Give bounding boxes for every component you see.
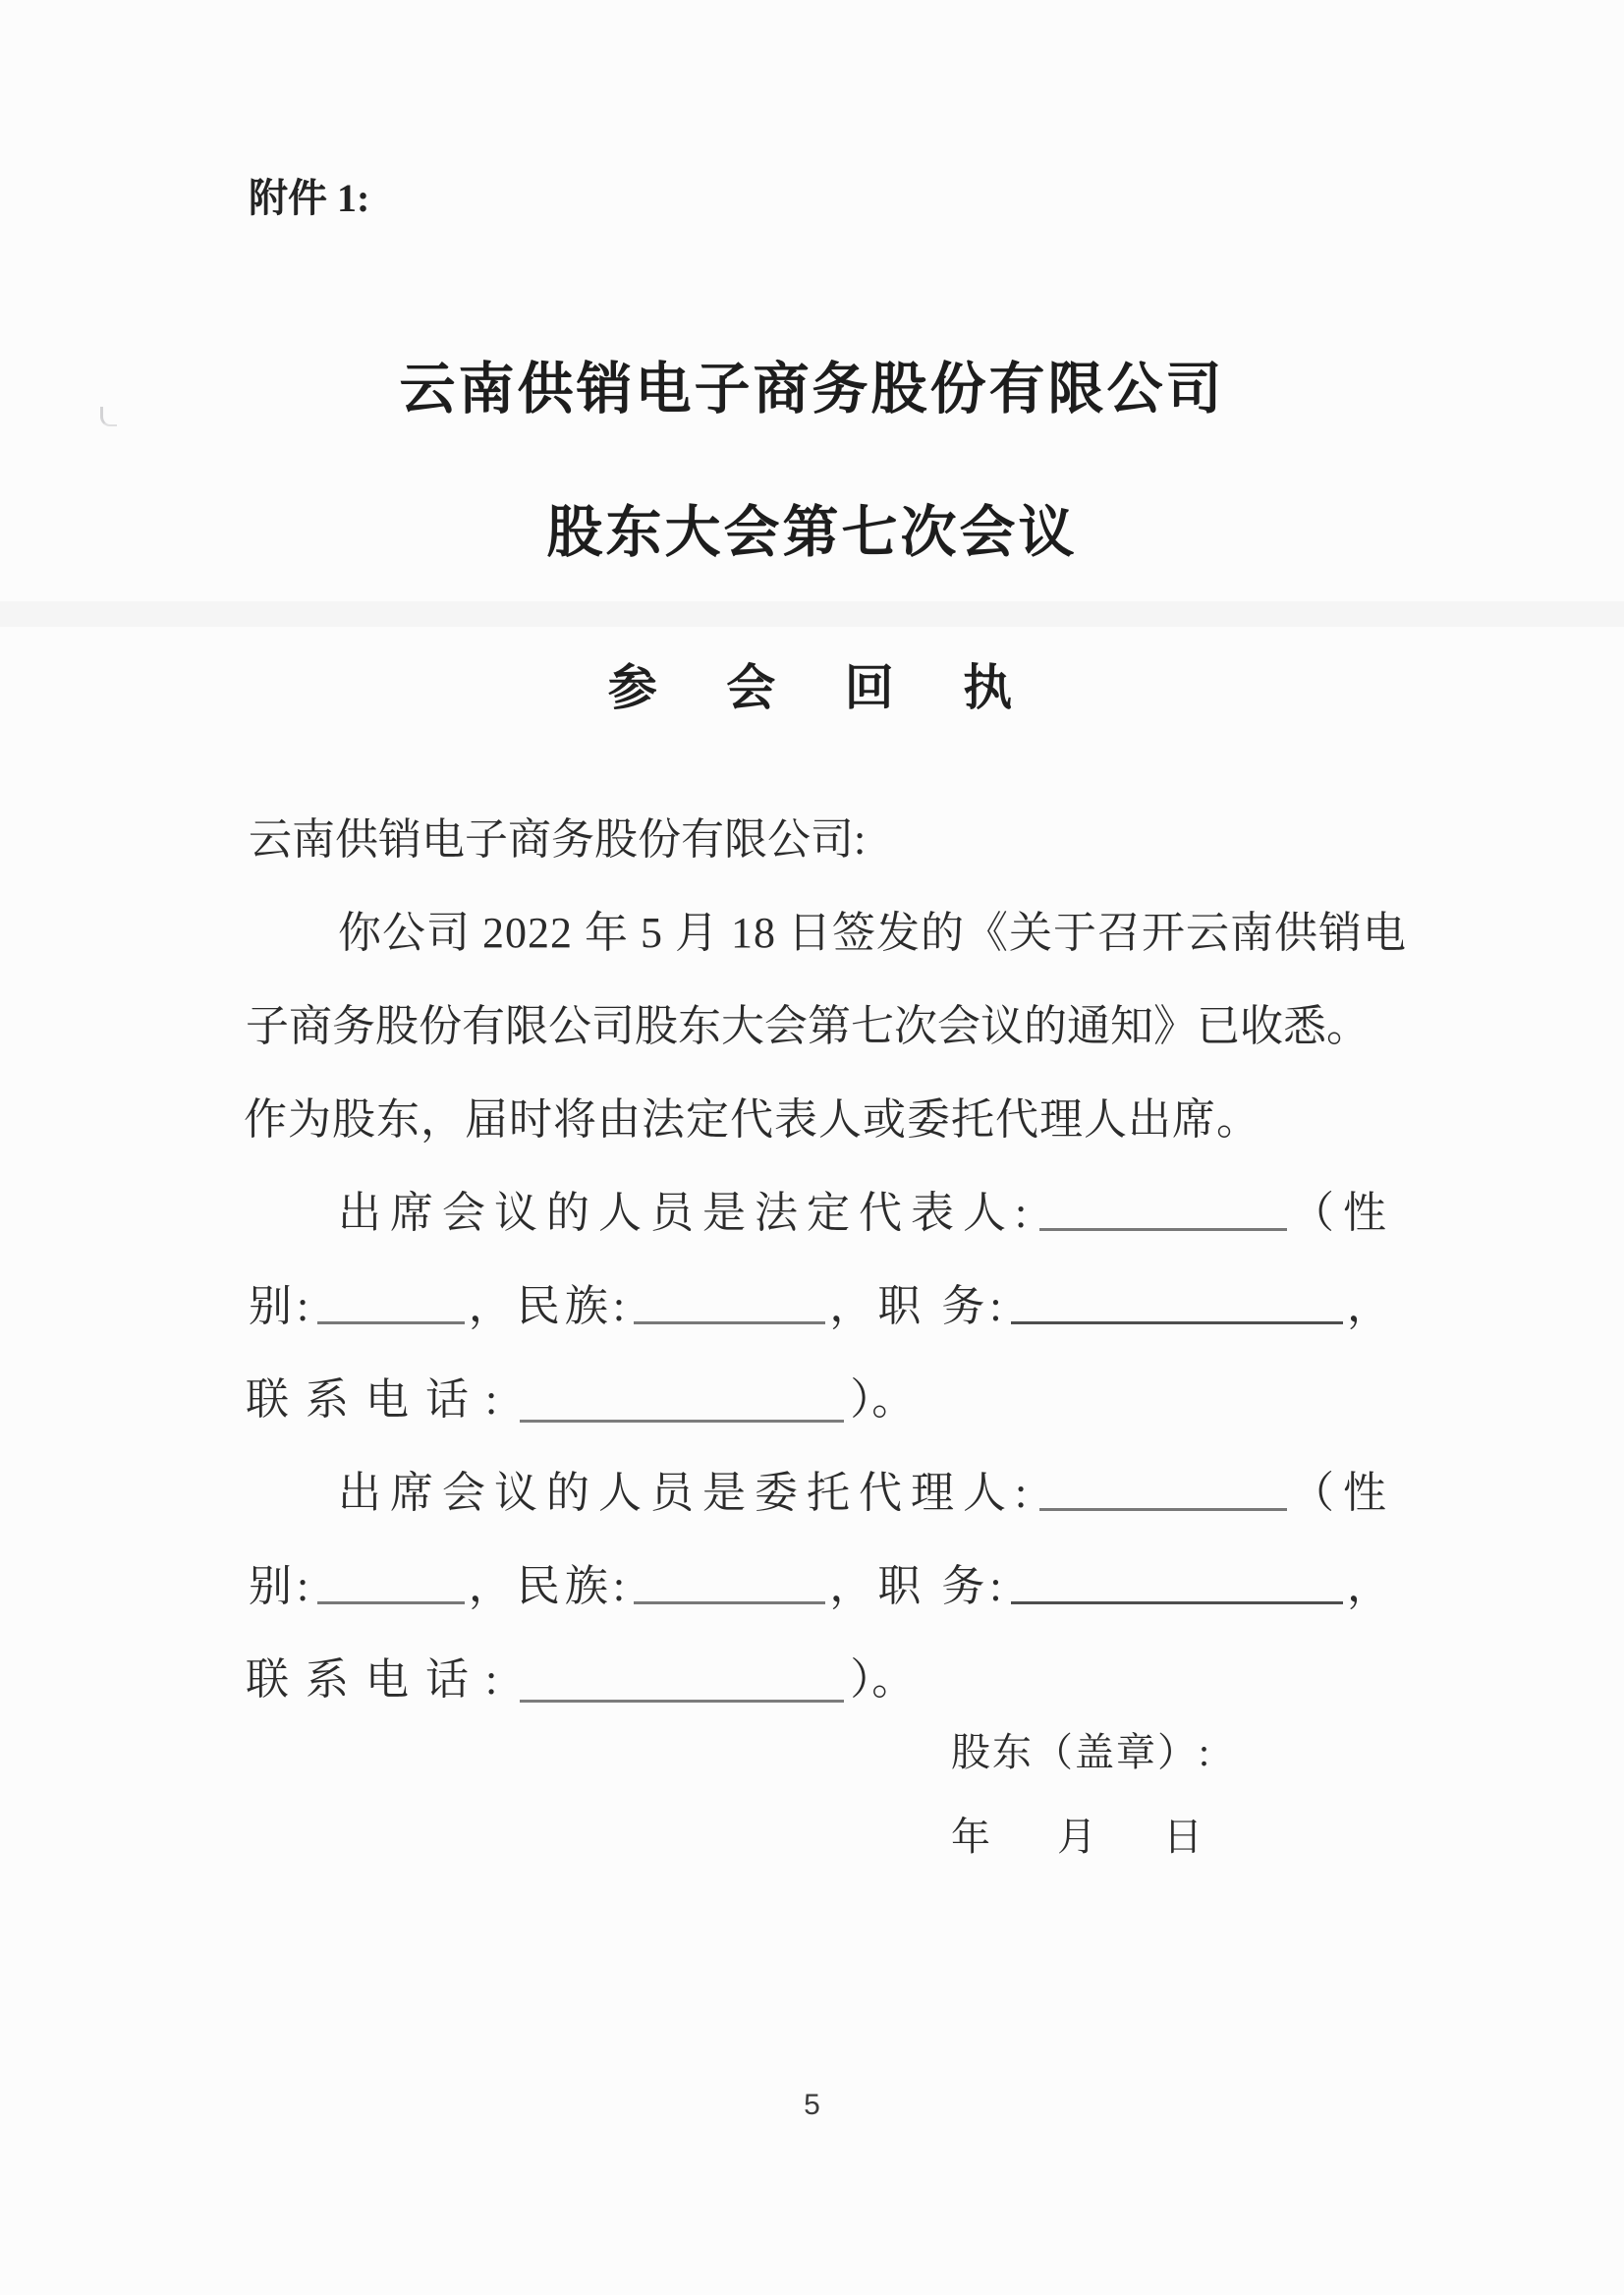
body-line-3: 作为股东，届时将由法定代表人或委托代理人出席。 — [244, 1095, 1260, 1144]
gender-open-paren: （性 — [1291, 1469, 1395, 1517]
job-title-blank — [1011, 1601, 1343, 1604]
body-line-2: 子商务股份有限公司股东大会第七次会议的通知》已收悉。 — [246, 1002, 1370, 1050]
ethnicity-blank — [634, 1321, 825, 1324]
trailing-comma: ， — [1347, 1282, 1396, 1330]
page-number: 5 — [804, 2089, 820, 2121]
ethnicity-blank — [634, 1601, 825, 1604]
body-line-1: 你公司 2022 年 5 月 18 日签发的《关于召开云南供销电 — [338, 909, 1407, 957]
ethnicity-label: ，民族: — [468, 1562, 631, 1610]
close-paren: ）。 — [850, 1655, 916, 1704]
job-title-label: ，职 务: — [829, 1282, 1007, 1330]
date-line — [951, 1806, 1203, 1862]
phone-blank — [520, 1376, 844, 1423]
doc-title-line1: 云南供销电子商务股份有限公司 — [399, 359, 1225, 420]
gender-label: 别: — [249, 1282, 314, 1330]
job-title-label: ，职 务: — [829, 1562, 1007, 1610]
doc-title-line2: 股东大会第七次会议 — [546, 502, 1078, 564]
job-title-blank — [1011, 1321, 1343, 1324]
gender-blank — [317, 1601, 465, 1604]
agent-label: 出席会议的人员是委托代理人: — [338, 1469, 1036, 1517]
date-year-label: 年 — [951, 1815, 990, 1859]
legal-rep-name-blank — [1039, 1228, 1287, 1231]
date-day-label: 日 — [1163, 1815, 1203, 1859]
gender-blank — [317, 1321, 465, 1324]
reply-slip-heading: 参 会 回 执 — [607, 660, 1017, 715]
gender-label: 别: — [249, 1562, 314, 1610]
close-paren: ）。 — [850, 1375, 916, 1424]
attachment-label: 附件 1: — [249, 176, 370, 220]
agent-line — [249, 1457, 1395, 1520]
ethnicity-label: ，民族: — [468, 1282, 631, 1330]
scan-artifact-band — [0, 601, 1624, 627]
agent-detail-line — [249, 1550, 1395, 1613]
rep-phone-line — [246, 1364, 915, 1427]
rep-detail-line — [249, 1270, 1395, 1333]
gender-open-paren: （性 — [1291, 1189, 1395, 1237]
legal-rep-label: 出席会议的人员是法定代表人: — [338, 1189, 1036, 1237]
date-month-label: 月 — [1057, 1815, 1096, 1859]
agent-name-blank — [1039, 1508, 1287, 1511]
legal-rep-line — [249, 1177, 1395, 1240]
shareholder-stamp-line: 股东（盖章）: — [951, 1730, 1212, 1774]
salutation-line: 云南供销电子商务股份有限公司: — [249, 815, 867, 864]
phone-label: 联系电话: — [246, 1375, 515, 1424]
phone-label: 联系电话: — [246, 1655, 515, 1704]
agent-phone-line — [246, 1644, 915, 1707]
phone-blank — [520, 1656, 844, 1703]
trailing-comma: ， — [1347, 1562, 1396, 1610]
